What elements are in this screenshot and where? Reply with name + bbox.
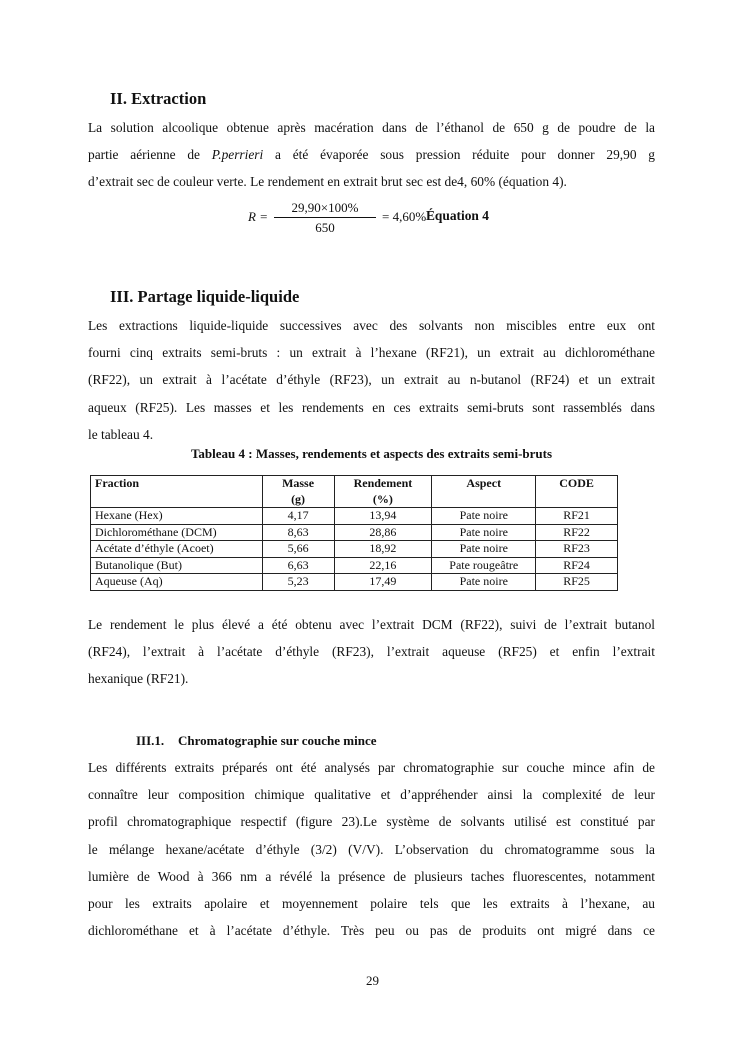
cell-masse: 5,66 [262,541,334,558]
table-row [91,557,618,574]
paragraph-line: Les extractions liquide-liquide successives avec des solvants non miscibles entre eux ont [88,318,655,333]
paragraph-line: pour les extraits apolaire et moyennement polaire tels que les extraits à l’hexane, au [88,896,655,912]
cell-aspect: Pate rougeâtre [432,557,536,574]
paragraph-line: hexanique (RF21). [88,671,189,687]
cell-aspect: Pate noire [432,574,536,591]
cell-code: RF24 [536,557,618,574]
paragraph-line: Le rendement le plus élevé a été obtenu avec l’extrait DCM (RF22), suivi de l’extrait butanol [88,617,655,632]
cell-fraction: Aqueuse (Aq) [91,574,263,591]
cell-rendement: 17,49 [334,574,432,591]
table-caption: Tableau 4 : Masses, rendements et aspects des extraits semi-bruts [190,446,553,461]
cell-code: RF23 [536,541,618,558]
text-run: a été évaporée sous pression réduite pour donner 29,90 g [263,147,655,163]
cell-rendement: 28,86 [334,524,432,541]
paragraph-line: dichlorométhane et à l’acétate d’éthyle. Très peu ou pas de produits ont migré dans ce [88,923,655,939]
extraction-paragraph [88,114,655,196]
header-text: Fraction [95,476,139,490]
partage-paragraph [88,312,655,448]
header-rendement [334,476,432,508]
text-run: partie aérienne de [88,147,212,163]
species-name: P.perrieri [211,147,264,163]
cell-aspect: Pate noire [432,524,536,541]
yield-equation [248,200,548,240]
equation-label: Équation 4 [426,208,489,223]
equation-numerator: 29,90×100% [274,200,376,218]
paragraph-line: connaître leur composition chimique qualitative et d’appréhender ainsi la complexité de leur [88,787,655,803]
cell-masse: 8,63 [262,524,334,541]
equation-fraction [274,200,376,236]
paragraph-line: d’extrait sec de couleur verte. Le rendement en extrait brut sec est de4, 60% (équation 4). [88,174,567,190]
cell-fraction: Butanolique (But) [91,557,263,574]
header-text: Rendement [353,476,413,490]
table-row [91,524,618,541]
paragraph-line: La solution alcoolique obtenue après macération dans de l’éthanol de 650 g de poudre de la [88,120,655,135]
cell-code: RF25 [536,574,618,591]
paragraph-line: lumière de Wood à 366 nm a révélé la présence de plusieurs taches fluorescentes, notamment [88,868,655,884]
table-header-row [91,476,618,508]
header-code: CODE [536,476,618,508]
subsection-heading-ccm [136,733,376,749]
equation-result: = 4,60% [382,209,427,224]
subsection-number: III.1. [136,733,165,748]
paragraph-line: le mélange hexane/acétate d’éthyle (3/2) (V/V). L’observation du chromatogramme sous la [88,841,655,857]
paragraph-line [88,141,655,168]
paragraph-line: Les différents extraits préparés ont été analysés par chromatographie sur couche mince afin de [88,760,655,775]
section-heading-extraction: II. Extraction [110,89,207,108]
page-number: 29 [366,973,379,988]
cell-aspect: Pate noire [432,508,536,525]
rendement-paragraph [88,611,655,693]
cell-masse: 6,63 [262,557,334,574]
equation-lhs: R = [248,209,268,224]
cell-code: RF22 [536,524,618,541]
header-fraction [91,476,263,508]
table-row [91,541,618,558]
cell-aspect: Pate noire [432,541,536,558]
cell-rendement: 18,92 [334,541,432,558]
equation-denominator: 650 [315,220,335,235]
cell-fraction: Hexane (Hex) [91,508,263,525]
paragraph-line: le tableau 4. [88,426,154,442]
table-row [91,508,618,525]
header-aspect: Aspect [432,476,536,508]
header-unit: (g) [291,491,306,506]
cell-code: RF21 [536,508,618,525]
extracts-table [90,475,618,591]
header-unit: (%) [372,491,393,506]
paragraph-line: aqueux (RF25). Les masses et les rendements en ces extraits semi-bruts sont rassemblés dans [88,399,655,415]
ccm-paragraph [88,754,655,944]
cell-rendement: 22,16 [334,557,432,574]
cell-rendement: 13,94 [334,508,432,525]
cell-fraction: Acétate d’éthyle (Acoet) [91,541,263,558]
section-heading-partage: III. Partage liquide-liquide [110,287,300,306]
header-text: Masse [282,476,315,490]
paragraph-line: (RF22), un extrait à l’acétate d’éthyle (RF23), un extrait au n-butanol (RF24) et un extrait [88,372,655,388]
paragraph-line: (RF24), l’extrait à l’acétate d’éthyle (RF23), l’extrait aqueuse (RF25) et enfin l’extrait [88,644,655,660]
subsection-title: Chromatographie sur couche mince [178,733,377,748]
table-row [91,574,618,591]
header-masse [262,476,334,508]
paragraph-line: profil chromatographique respectif (figure 23).Le système de solvants utilisé est constitué par [88,814,655,830]
paragraph-line: fourni cinq extraits semi-bruts : un extrait à l’hexane (RF21), un extrait au dichlorométhane [88,345,655,361]
cell-masse: 4,17 [262,508,334,525]
cell-masse: 5,23 [262,574,334,591]
cell-fraction: Dichlorométhane (DCM) [91,524,263,541]
